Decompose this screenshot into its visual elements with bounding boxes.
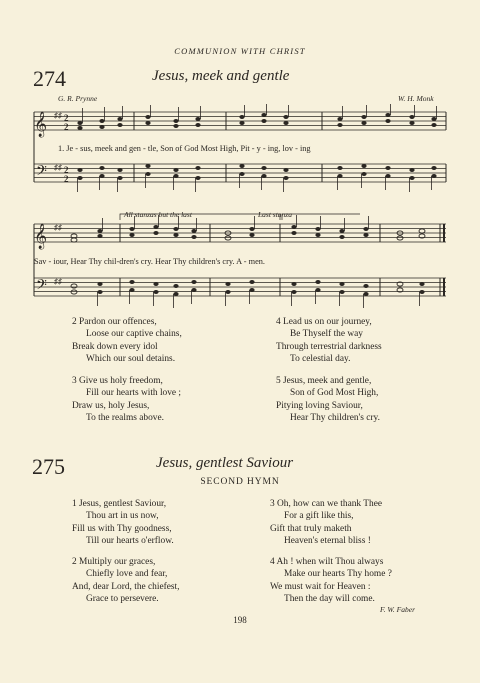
- verse-line: To the realms above.: [86, 413, 164, 424]
- hymn-title-275: Jesus, gentlest Saviour: [156, 455, 294, 471]
- verse-line: Thou art in us now,: [86, 511, 159, 522]
- svg-text:♯♯: ♯♯: [54, 223, 62, 232]
- svg-text:♯♯: ♯♯: [54, 277, 62, 286]
- treble-clef-icon: 𝄞: [34, 111, 48, 136]
- verse-line: Make our hearts Thy home ?: [284, 569, 392, 580]
- verse-line: 2 Pardon our offences,: [72, 317, 157, 327]
- bass-clef-icon: 𝄢: [36, 163, 47, 182]
- verse-275-2: [72, 556, 180, 606]
- verse-line: 2 Multiply our graces,: [72, 557, 156, 567]
- hymn-number-275: 275: [32, 454, 65, 479]
- svg-text:2: 2: [64, 113, 69, 123]
- verse-line: Gift that truly maketh: [270, 523, 352, 534]
- verse-line: 3 Give us holy freedom,: [72, 376, 163, 386]
- stanza-note-last: Last stanza: [258, 210, 292, 219]
- verse-275-3: [270, 498, 382, 548]
- svg-text:♯♯: ♯♯: [54, 111, 62, 120]
- verse-line: Till our hearts o'erflow.: [86, 536, 174, 547]
- verse-line: Heaven's eternal bliss !: [284, 536, 371, 547]
- verse-line: 5 Jesus, meek and gentle,: [276, 376, 372, 386]
- verse-274-4: [276, 316, 382, 366]
- svg-text:2: 2: [64, 122, 69, 132]
- treble-staff-1: [34, 112, 446, 130]
- verse-line: Pitying loving Saviour,: [276, 400, 363, 411]
- verse-line: Then the day will come.: [284, 594, 375, 605]
- verse-275-1: [72, 498, 174, 548]
- verse-line: Which our soul detains.: [86, 354, 176, 365]
- verse-line: Son of God Most High,: [290, 388, 379, 399]
- author-attribution: F. W. Faber: [380, 605, 416, 614]
- verse-line: Draw us, holy Jesus,: [72, 400, 150, 411]
- treble-clef-icon: 𝄞: [34, 223, 48, 248]
- bass-clef-icon: 𝄢: [36, 277, 47, 296]
- svg-text:2: 2: [64, 174, 69, 184]
- verse-line: Break down every idol: [72, 341, 158, 352]
- verse-line: 4 Ah ! when wilt Thou always: [270, 557, 384, 567]
- verse-274-3: [72, 375, 181, 425]
- verse-line: Be Thyself the way: [290, 329, 363, 340]
- page-number: 198: [233, 615, 247, 625]
- lyrics-system-1: 1. Je - sus, meek and gen - tle, Son of God Most High, Pit - y - ing, lov - ing: [58, 144, 311, 153]
- svg-text:2: 2: [64, 165, 69, 175]
- hymn-title-274: Jesus, meek and gentle: [152, 68, 290, 84]
- verse-274-2: [72, 316, 182, 366]
- words-attribution: G. R. Prynne: [58, 94, 98, 103]
- verse-line: Fill our hearts with love ;: [86, 388, 182, 399]
- verse-line: To celestial day.: [290, 354, 351, 365]
- verse-line: And, dear Lord, the chiefest,: [72, 581, 180, 592]
- verse-275-4: [270, 556, 392, 606]
- verse-line: 1 Jesus, gentlest Saviour,: [72, 499, 167, 509]
- verse-274-5: [276, 375, 380, 425]
- music-attribution: W. H. Monk: [398, 94, 434, 103]
- stanza-note-all: All stanzas but the last: [124, 210, 192, 219]
- verse-line: Fill us with Thy goodness,: [72, 523, 172, 534]
- verse-line: Chiefly love and fear,: [86, 569, 168, 580]
- verse-line: Grace to persevere.: [86, 594, 159, 605]
- svg-text:♯♯: ♯♯: [54, 163, 62, 172]
- hymn-number-274: 274: [33, 66, 66, 91]
- lyrics-system-2: Sav - iour, Hear Thy chil-dren's cry. Hear Thy children's cry. A - men.: [34, 257, 265, 266]
- verse-line: 4 Lead us on our journey,: [276, 317, 372, 327]
- verse-line: Loose our captive chains,: [86, 329, 182, 340]
- verse-line: Through terrestrial darkness: [276, 341, 382, 352]
- running-header: COMMUNION WITH CHRIST: [174, 46, 306, 56]
- verse-line: For a gift like this,: [284, 511, 354, 522]
- verse-line: 3 Oh, how can we thank Thee: [270, 499, 383, 509]
- hymn-subtitle: SECOND HYMN: [200, 477, 280, 487]
- verse-line: We must wait for Heaven :: [270, 581, 371, 592]
- verse-line: Hear Thy children's cry.: [290, 413, 380, 424]
